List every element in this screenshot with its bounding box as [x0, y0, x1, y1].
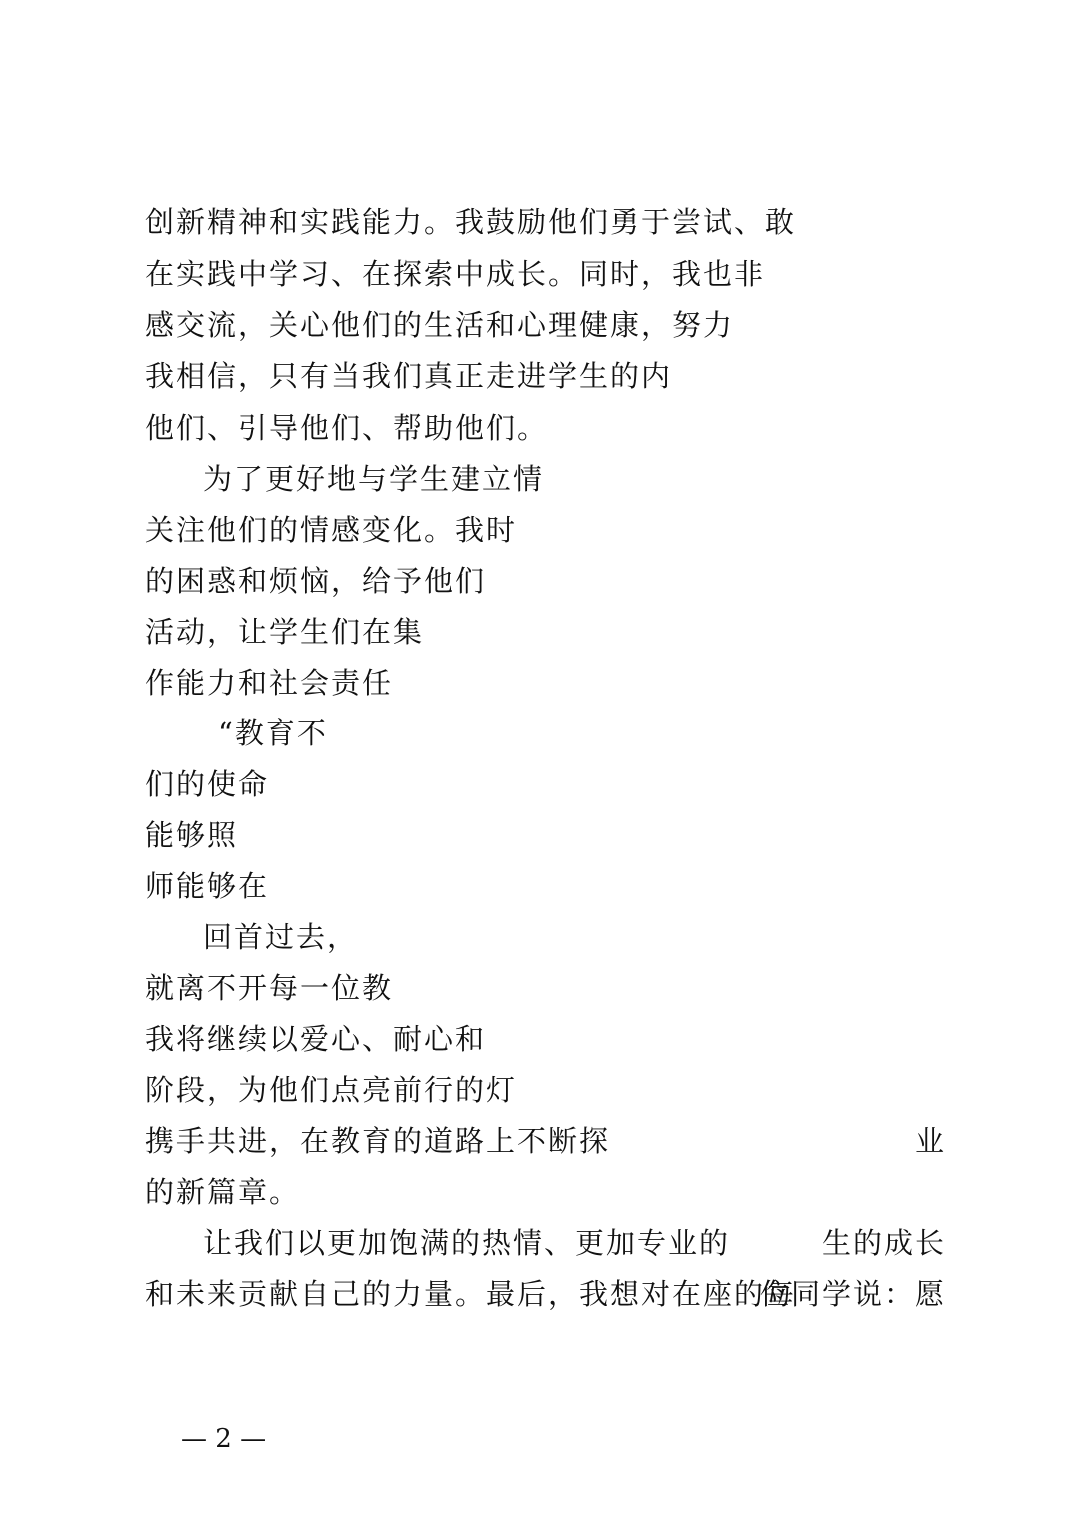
text-line-19: 携手共进，在教育的道路上不断探	[145, 1124, 611, 1158]
text-line-22-end: 位同学说：愿	[759, 1277, 946, 1311]
text-line-2: 在实践中学习、在探索中成长。同时，我也非	[145, 257, 766, 291]
text-line-12: 们的使命	[145, 767, 270, 801]
text-line-8: 的困惑和烦恼，给予他们	[145, 564, 487, 598]
paragraph-start-2: “教育不	[218, 716, 328, 750]
text-line-5: 他们、引导他们、帮助他们。	[145, 411, 549, 445]
text-line-17: 我将继续以爱心、耐心和	[145, 1022, 487, 1056]
text-line-19-end: 业	[914, 1124, 946, 1158]
paragraph-start-4: 让我们以更加饱满的热情、更加专业的	[203, 1226, 731, 1260]
text-line-3: 感交流，关心他们的生活和心理健康，努力	[145, 308, 735, 342]
paragraph-start-3: 回首过去，	[203, 920, 359, 954]
text-line-21-end: 生的成长	[821, 1226, 946, 1260]
text-line-14: 师能够在	[145, 869, 270, 903]
text-line-10: 作能力和社会责任	[145, 666, 394, 700]
paragraph-start-1: 为了更好地与学生建立情	[203, 462, 545, 496]
text-line-16: 就离不开每一位教	[145, 971, 394, 1005]
page-number: — 2 —	[181, 1424, 267, 1454]
text-line-7: 关注他们的情感变化。我时	[145, 513, 518, 547]
text-line-13: 能够照	[145, 818, 239, 852]
text-line-22: 和未来贡献自己的力量。最后，我想对在座的每	[145, 1277, 797, 1311]
text-line-18: 阶段，为他们点亮前行的灯	[145, 1073, 518, 1107]
text-line-9: 活动，让学生们在集	[145, 615, 425, 649]
text-line-4: 我相信，只有当我们真正走进学生的内	[145, 359, 673, 393]
text-line-1: 创新精神和实践能力。我鼓励他们勇于尝试、敢	[145, 205, 797, 239]
text-line-20: 的新篇章。	[145, 1175, 301, 1209]
